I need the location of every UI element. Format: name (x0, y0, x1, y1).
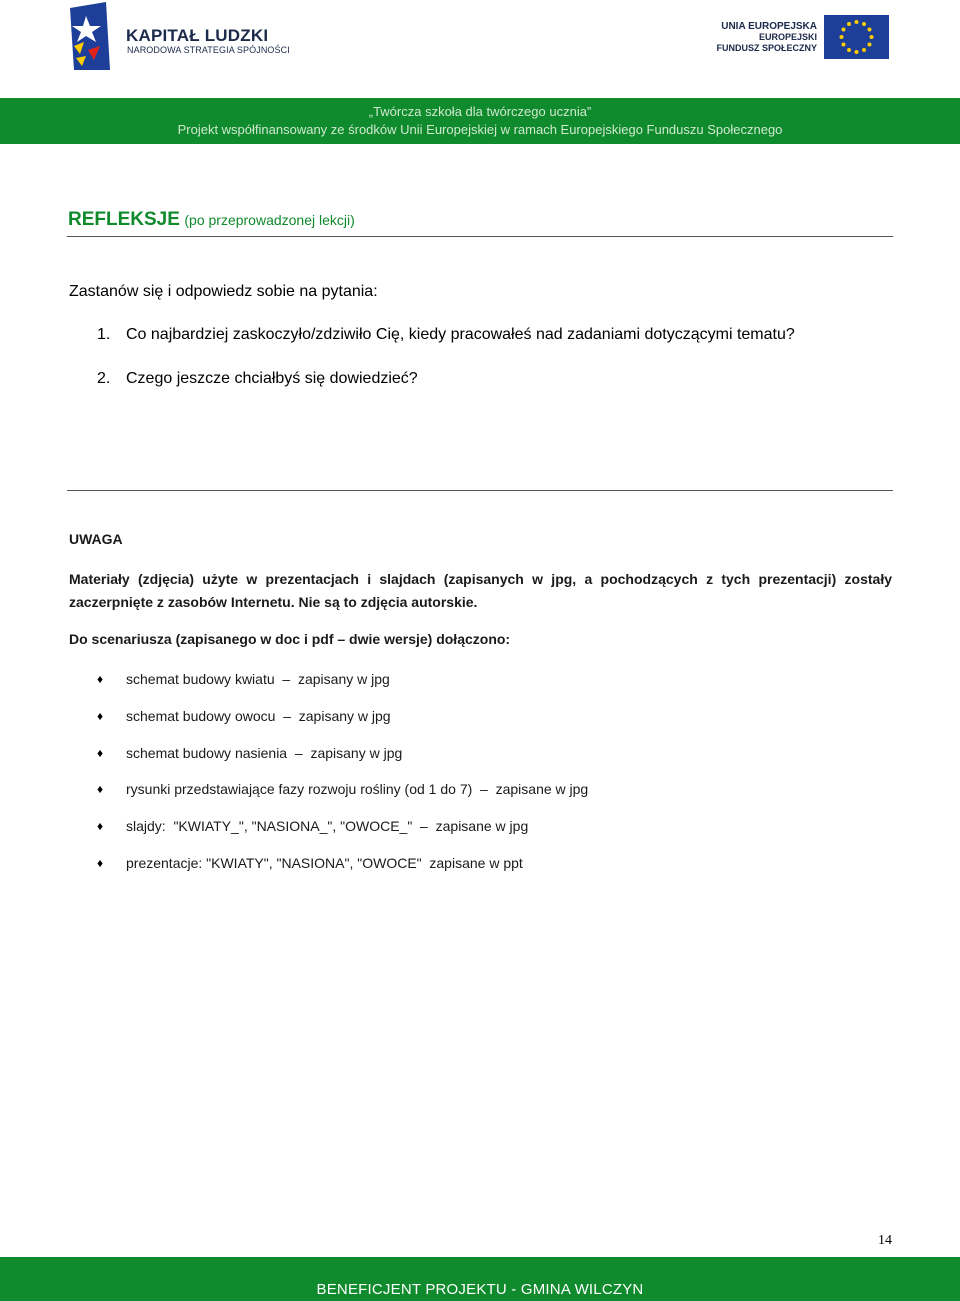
page-number: 14 (878, 1233, 892, 1248)
section-title-note: (po przeprowadzonej lekcji) (184, 212, 355, 228)
bullet-diamond-icon: ♦ (97, 856, 104, 870)
question-text: Co najbardziej zaskoczyło/zdziwiło Cię, kiedy pracowałeś nad zadaniami dotyczącymi tematu? (126, 326, 795, 343)
kapital-ludzki-subtitle: NARODOWA STRATEGIA SPÓJNOŚCI (127, 45, 290, 55)
eu-logo-line3: FUNDUSZ SPOŁECZNY (716, 43, 817, 53)
scenario-note: Do scenariusza (zapisanego w doc i pdf – dwie wersje) dołączono: (69, 631, 511, 647)
eu-flag-icon (824, 15, 889, 59)
question-text: Czego jeszcze chciałbyś się dowiedzieć? (126, 370, 418, 387)
bullet-diamond-icon: ♦ (97, 746, 104, 760)
eu-logo-line2: EUROPEJSKI (758, 32, 817, 42)
cofinancing-note: Projekt współfinansowany ze środków Unii Europejskiej w ramach Europejskiego Funduszu Społecznego (177, 122, 783, 137)
bullet-diamond-icon: ♦ (97, 709, 104, 723)
question-number: 1. (97, 326, 111, 343)
project-motto: „Twórcza szkoła dla twórczego ucznia” (368, 104, 592, 119)
list-item: schemat budowy nasienia – zapisany w jpg (126, 745, 403, 761)
list-item: prezentacje: "KWIATY", "NASIONA", "OWOCE" zapisane w ppt (126, 855, 523, 871)
list-item: slajdy: "KWIATY_", "NASIONA_", "OWOCE_" – zapisane w jpg (126, 818, 529, 834)
reflection-intro: Zastanów się i odpowiedz sobie na pytania: (69, 283, 378, 300)
bullet-diamond-icon: ♦ (97, 672, 104, 686)
section-title-main: REFLEKSJE (68, 209, 180, 230)
note-heading: UWAGA (69, 531, 123, 547)
bullet-diamond-icon: ♦ (97, 782, 104, 796)
eu-logo-line1: UNIA EUROPEJSKA (721, 21, 817, 32)
question-number: 2. (97, 370, 111, 387)
footer-beneficiary: BENEFICJENT PROJEKTU - GMINA WILCZYN (316, 1281, 644, 1298)
bullet-diamond-icon: ♦ (97, 819, 104, 833)
eu-logo-text (700, 21, 817, 54)
kapital-ludzki-title: KAPITAŁ LUDZKI (126, 26, 269, 45)
list-item: rysunki przedstawiające fazy rozwoju rośliny (od 1 do 7) – zapisane w jpg (126, 781, 589, 797)
list-item: schemat budowy kwiatu – zapisany w jpg (126, 671, 390, 687)
divider (67, 236, 893, 237)
divider (67, 490, 893, 491)
list-item: schemat budowy owocu – zapisany w jpg (126, 708, 391, 724)
section-title (68, 209, 355, 231)
materials-note: Materiały (zdjęcia) użyte w prezentacjach i slajdach (zapisanych w jpg, a pochodzących z tych prezentacji) zostały zaczerpnięte z zasobów Internetu. Nie są to zdjęcia autorskie. (69, 571, 892, 610)
